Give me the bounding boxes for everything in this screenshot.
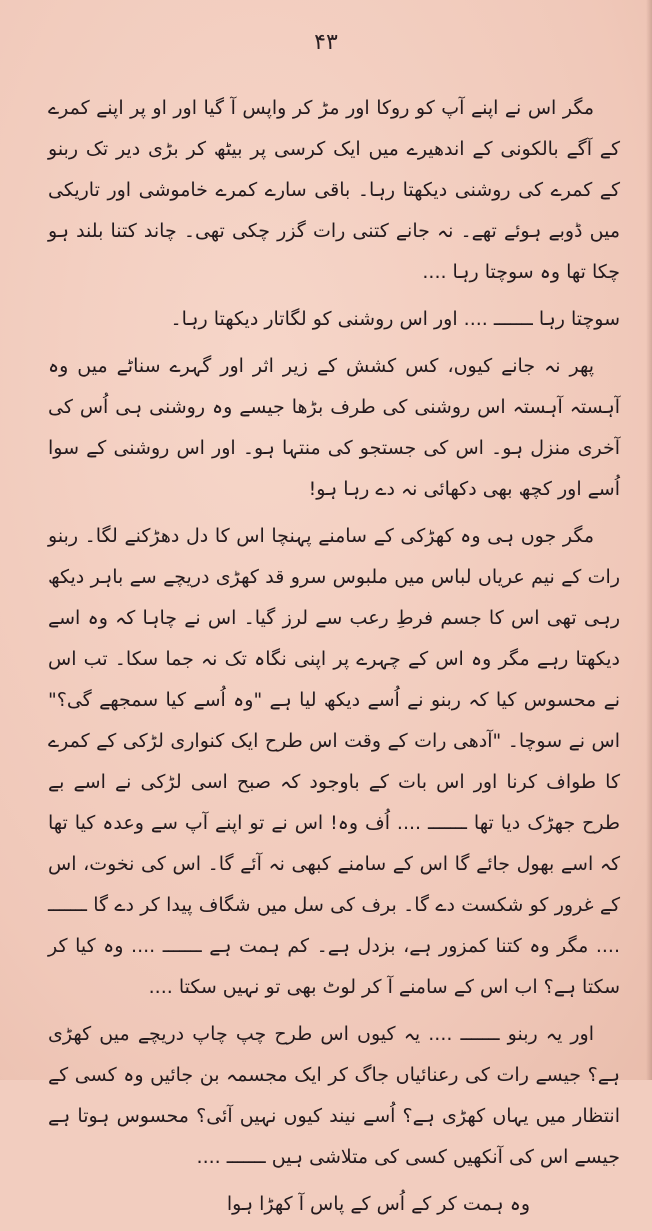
paragraph-5: اور یہ ربنو ـــــــ .... یہ کیوں اس طرح چپ چاپ دریچے میں کھڑی ہے؟ جیسے رات کی رعنائیاں جاگ کر ایک مجسمہ بن جائیں وہ کسی کے انتظار میں یہاں کھڑی ہے؟ اُسے نیند کیوں نہیں آئی؟ محسوس ہوتا ہے جیسے اس کی آنکھیں کسی کی متلاشی ہیں ـــــــ ....: [48, 1023, 620, 1168]
paragraph-3: پھر نہ جانے کیوں، کس کشش کے زیر اثر اور گہرے سناٹے میں وہ آہستہ آہستہ اس روشنی کی طرف بڑھا جیسے وہ روشنی ہی اُس کی آخری منزل ہو۔ اس کی جستجو کی منتہا ہو۔ اور اس روشنی کے سوا اُسے اور کچھ بھی دکھائی نہ دے رہا ہو!: [48, 355, 620, 500]
page-number: ۴۳: [314, 30, 338, 55]
paragraph-2: سوچتا رہا ـــــــ .... اور اس روشنی کو لگاتار دیکھتا رہا۔: [170, 308, 620, 330]
page-edge-shadow: [646, 0, 652, 1080]
paragraph-6: وہ ہمت کر کے اُس کے پاس آ کھڑا ہوا: [226, 1193, 530, 1215]
page-body-text: [48, 88, 620, 1231]
paragraph-1: مگر اس نے اپنے آپ کو روکا اور مڑ کر واپس آ گیا اور او پر اپنے کمرے کے آگے بالکونی کے اندھیرے میں ایک کرسی پر بیٹھ کر بڑی دیر تک ربنو کے کمرے کی روشنی دیکھتا رہا۔ باقی سارے کمرے خاموشی اور تاریکی میں ڈوبے ہوئے تھے۔ نہ جانے کتنی رات گزر چکی تھی۔ چاند کتنا بلند ہو چکا تھا وہ سوچتا رہا ....: [48, 97, 620, 283]
paragraph-4: مگر جوں ہی وہ کھڑکی کے سامنے پہنچا اس کا دل دھڑکنے لگا۔ ربنو رات کے نیم عریاں لباس میں ملبوس سرو قد کھڑی دریچے سے باہر دیکھ رہی تھی اس کا جسم فرطِ رعب سے لرز گیا۔ اس نے چاہا کہ وہ اسے دیکھتا رہے مگر وہ اس کے چہرے پر اپنی نگاہ تک نہ جما سکا۔ تب اس نے محسوس کیا کہ ربنو نے اُسے دیکھ لیا ہے "وہ اُسے کیا سمجھے گی؟" اس نے سوچا۔ "آدھی رات کے وقت اس طرح ایک کنواری لڑکی کے کمرے کا طواف کرنا اور اس بات کے باوجود کہ صبح اسی لڑکی نے اسے بے طرح جھڑک دیا تھا ـــــــ .... اُف وہ! اس نے تو اپنے آپ سے وعدہ کیا تھا کہ اسے بھول جائے گا اس کے سامنے کبھی نہ آئے گا۔ اس کی نخوت، اس کے غرور کو شکست دے گا۔ برف کی سل میں شگاف پیدا کر دے گا ـــــــ .... مگر وہ کتنا کمزور ہے، بزدل ہے۔ کم ہمت ہے ـــــــ .... وہ کیا کر سکتا ہے؟ اب اس کے سامنے آ کر لوٹ بھی تو نہیں سکتا ....: [48, 525, 620, 998]
